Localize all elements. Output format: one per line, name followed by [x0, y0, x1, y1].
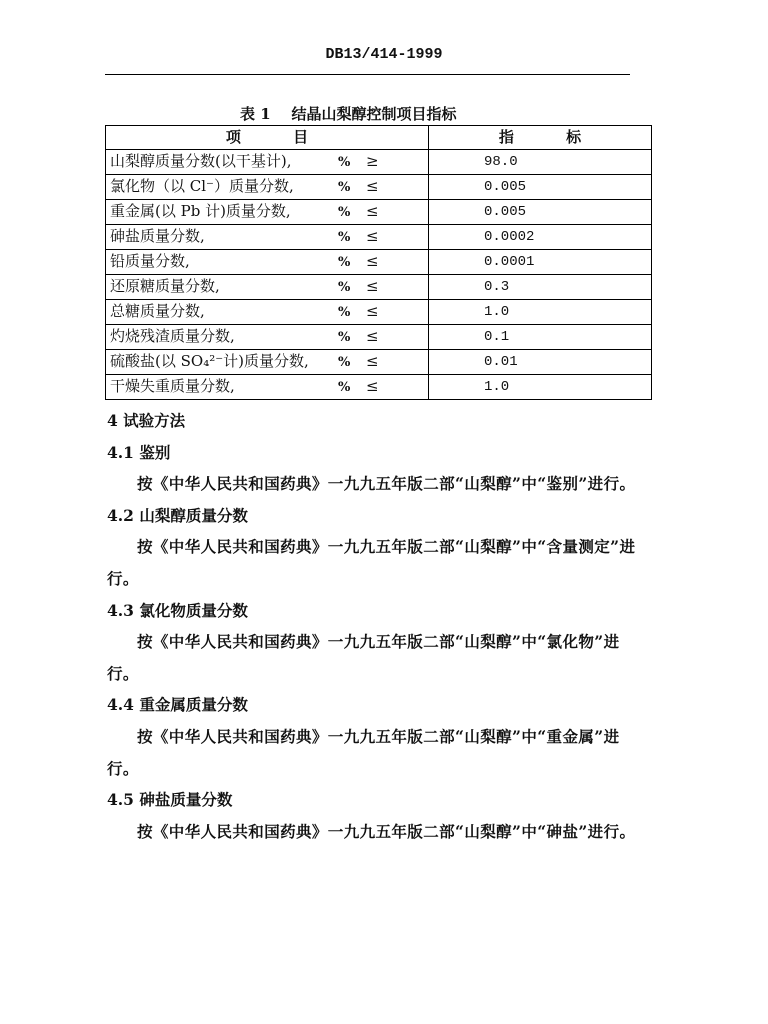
item-operator: ≤: [366, 227, 379, 245]
item-value: 0.005: [429, 200, 652, 225]
item-cell: [106, 350, 429, 375]
item-operator: ≤: [366, 202, 379, 220]
item-cell: [106, 375, 429, 400]
item-operator: ≤: [366, 252, 379, 270]
item-name: 重金属(以 Pb 计)质量分数,: [110, 202, 291, 220]
table-title: 表 1 结晶山梨醇控制项目指标: [240, 105, 457, 123]
section-heading: 4 试验方法: [107, 411, 186, 430]
section-heading: 4.5 砷盐质量分数: [107, 790, 233, 810]
test-methods: [107, 405, 637, 847]
table-row: [106, 300, 652, 325]
item-unit: %: [338, 255, 351, 270]
spec-table: [105, 125, 652, 400]
item-unit: %: [338, 205, 351, 220]
section-paragraph: 按《中华人民共和国药典》一九九五年版二部“山梨醇”中“鉴别”进行。: [137, 474, 636, 494]
item-value: 98.0: [429, 150, 652, 175]
item-operator: ≤: [366, 277, 379, 295]
table-row: [106, 275, 652, 300]
section-heading: 4.4 重金属质量分数: [107, 695, 248, 715]
item-cell: [106, 200, 429, 225]
item-name: 还原糖质量分数,: [110, 277, 220, 295]
item-operator: ≤: [366, 377, 379, 395]
section-paragraph: 按《中华人民共和国药典》一九九五年版二部“山梨醇”中“氯化物”进行。: [107, 632, 620, 683]
table-row: [106, 175, 652, 200]
item-name: 氯化物（以 Cl⁻）质量分数,: [110, 177, 294, 195]
item-cell: [106, 150, 429, 175]
table-row: [106, 250, 652, 275]
table-row: [106, 200, 652, 225]
section-heading: 4.3 氯化物质量分数: [107, 600, 248, 620]
header-rule: [105, 74, 630, 75]
item-value: 0.0002: [429, 225, 652, 250]
col-header-item: 项 目: [106, 126, 429, 150]
item-name: 干燥失重质量分数,: [110, 377, 235, 395]
item-value: 0.005: [429, 175, 652, 200]
document-code: DB13/414-1999: [325, 46, 443, 63]
item-unit: %: [338, 330, 351, 345]
item-name: 硫酸盐(以 SO₄²⁻计)质量分数,: [110, 352, 309, 370]
item-unit: %: [338, 230, 351, 245]
item-unit: %: [338, 355, 351, 370]
item-name: 砷盐质量分数,: [110, 227, 205, 245]
item-value: 0.01: [429, 350, 652, 375]
item-name: 总糖质量分数,: [110, 302, 205, 320]
item-cell: [106, 275, 429, 300]
item-unit: %: [338, 380, 351, 395]
section-heading: 4.1 鉴别: [107, 442, 171, 462]
item-unit: %: [338, 155, 351, 170]
col-header-value: 指 标: [429, 126, 652, 150]
item-cell: [106, 250, 429, 275]
section-paragraph: 按《中华人民共和国药典》一九九五年版二部“山梨醇”中“砷盐”进行。: [137, 821, 636, 841]
section-heading: 4.2 山梨醇质量分数: [107, 505, 248, 525]
table-row: [106, 225, 652, 250]
item-operator: ≥: [366, 152, 379, 170]
item-name: 铅质量分数,: [110, 252, 190, 270]
item-value: 0.1: [429, 325, 652, 350]
table-header-row: [106, 126, 652, 150]
item-value: 0.0001: [429, 250, 652, 275]
item-cell: [106, 175, 429, 200]
item-value: 0.3: [429, 275, 652, 300]
item-unit: %: [338, 305, 351, 320]
item-unit: %: [338, 180, 351, 195]
item-unit: %: [338, 280, 351, 295]
item-cell: [106, 300, 429, 325]
section-paragraph: 按《中华人民共和国药典》一九九五年版二部“山梨醇”中“重金属”进行。: [107, 726, 620, 778]
item-value: 1.0: [429, 300, 652, 325]
item-operator: ≤: [366, 177, 379, 195]
item-operator: ≤: [366, 327, 379, 345]
table-row: [106, 350, 652, 375]
item-operator: ≤: [366, 302, 379, 320]
item-name: 山梨醇质量分数(以干基计),: [110, 152, 292, 170]
table-row: [106, 325, 652, 350]
table-row: [106, 375, 652, 400]
item-cell: [106, 325, 429, 350]
item-cell: [106, 225, 429, 250]
item-value: 1.0: [429, 375, 652, 400]
section-paragraph: 按《中华人民共和国药典》一九九五年版二部“山梨醇”中“含量测定”进行。: [107, 537, 636, 588]
table-row: [106, 150, 652, 175]
item-name: 灼烧残渣质量分数,: [110, 327, 235, 345]
item-operator: ≤: [366, 352, 379, 370]
